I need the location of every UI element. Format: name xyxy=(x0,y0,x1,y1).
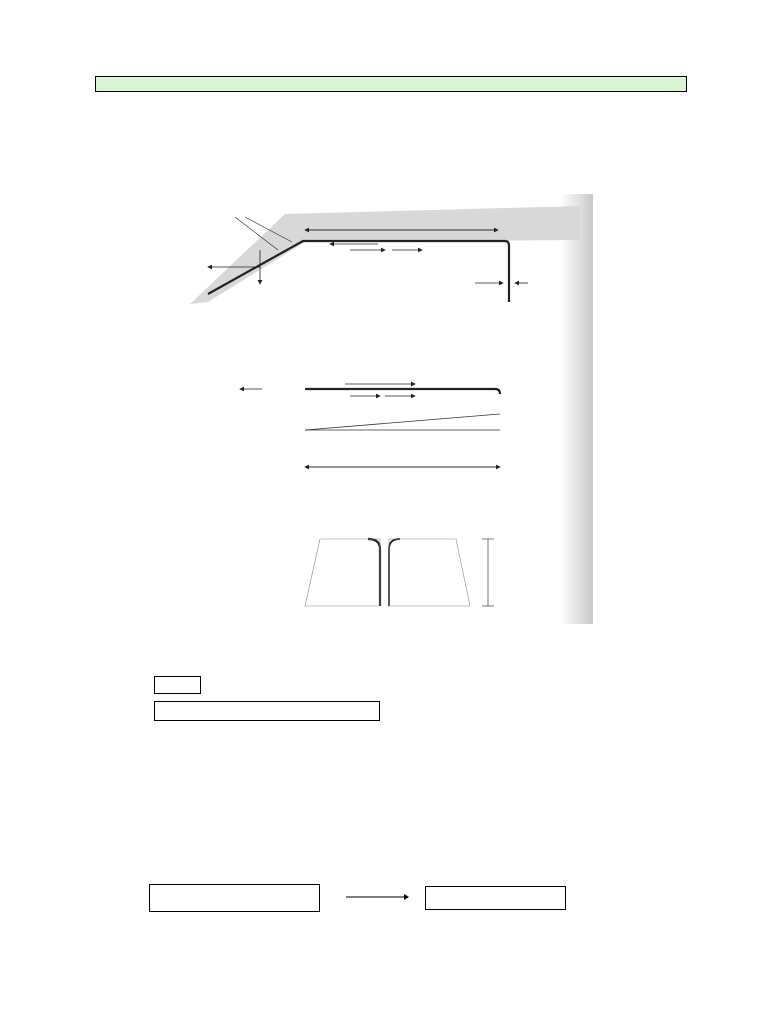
anchor-trench-figure xyxy=(160,194,593,624)
passive-pressure-region xyxy=(305,539,380,606)
equation-box-small xyxy=(154,676,201,694)
equation-box-left xyxy=(149,884,320,912)
result-arrow xyxy=(346,891,410,903)
equation-box-wide xyxy=(154,701,380,721)
trench-wall-left xyxy=(368,539,380,606)
fbd-triangle-edge xyxy=(305,414,500,430)
active-pressure-region xyxy=(389,539,470,606)
scan-shadow xyxy=(560,194,593,624)
equation-box-right xyxy=(425,886,566,910)
fbd-corner xyxy=(495,389,500,394)
berm-shape xyxy=(190,206,580,304)
trench-wall-right xyxy=(389,539,400,606)
document-title xyxy=(95,76,687,92)
trench-wall-line xyxy=(505,241,509,302)
